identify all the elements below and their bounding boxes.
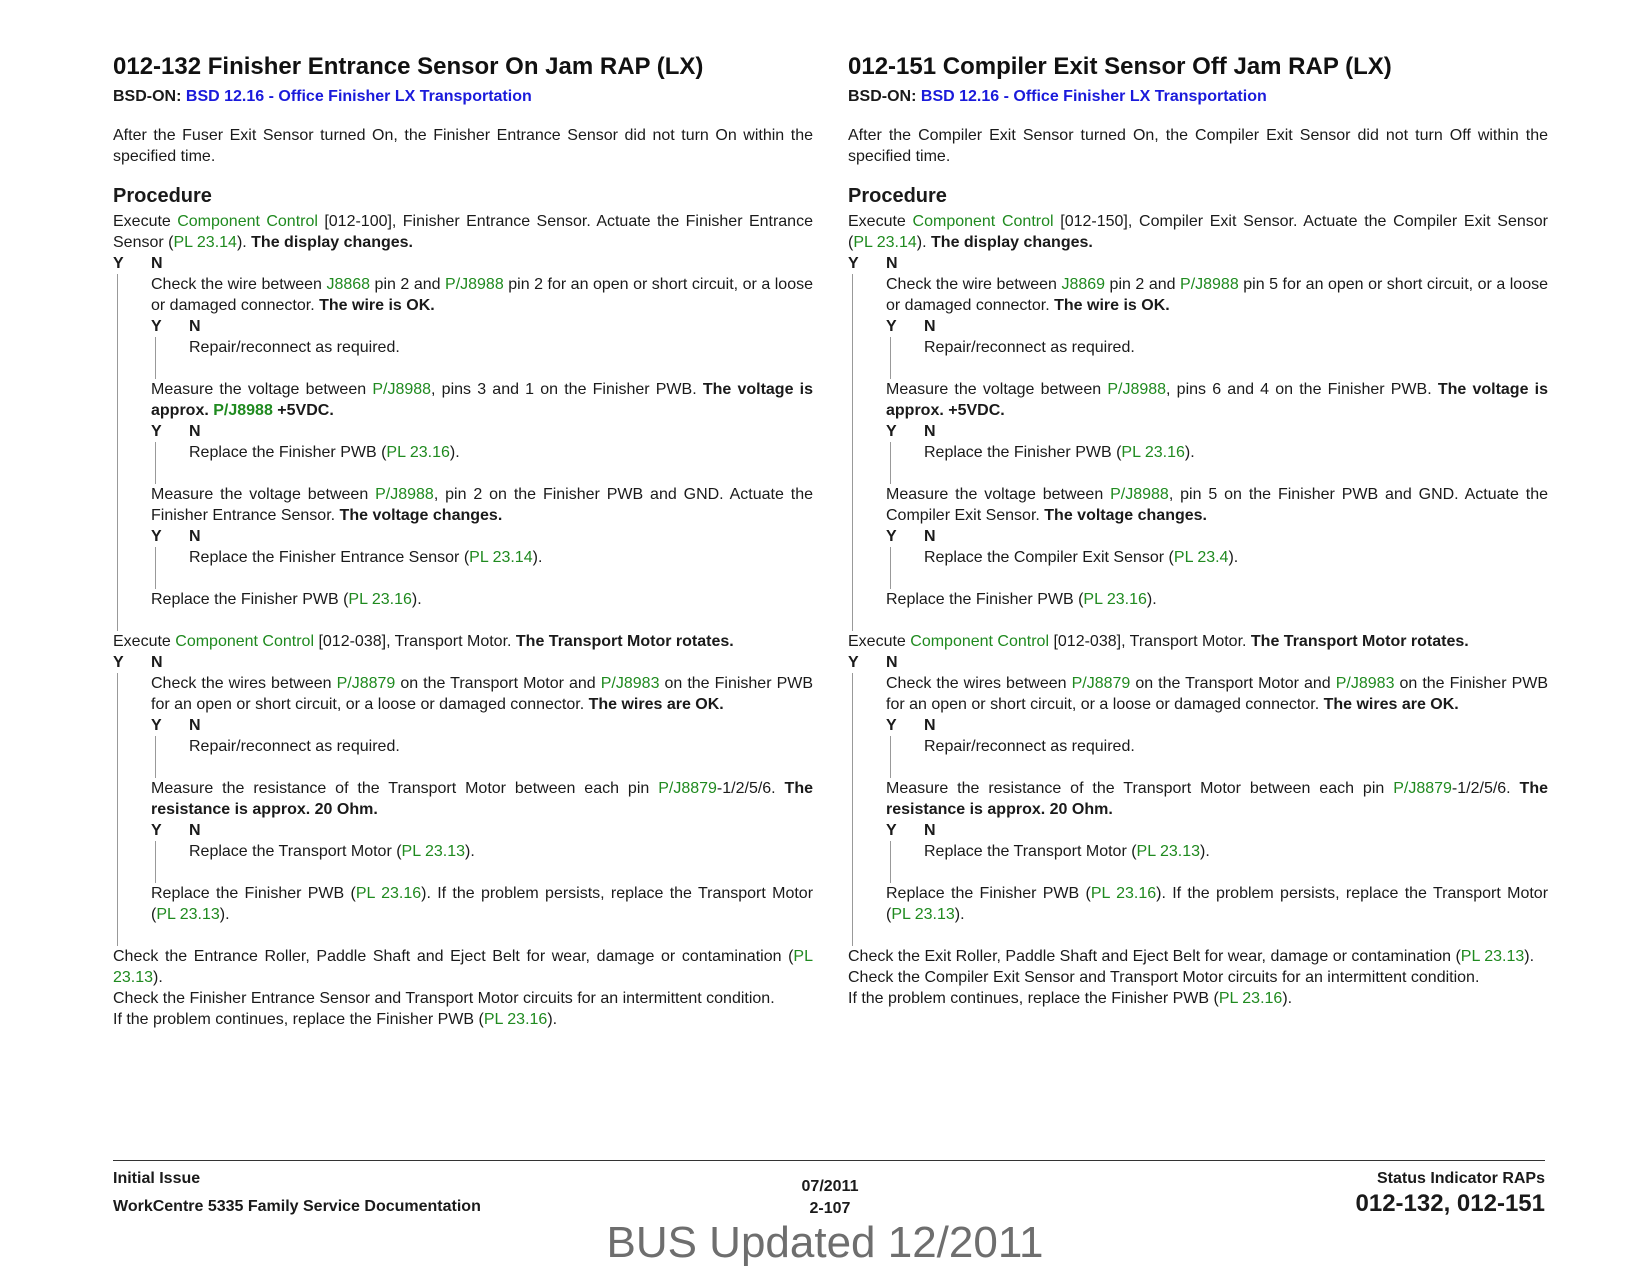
page-title: 012-132 Finisher Entrance Sensor On Jam RAP (LX) bbox=[113, 53, 704, 80]
no-branch bbox=[151, 736, 813, 778]
voltage-check: Measure the voltage between P/J8988, pin 2 on the Finisher PWB and GND. Actuate the Finisher Entrance Sensor. The voltage changes. bbox=[151, 486, 813, 524]
replace-text: Replace the Finisher PWB (PL 23.16). bbox=[886, 591, 1157, 608]
yes-no-marker: Y N bbox=[113, 654, 163, 671]
component-control-link[interactable]: Component Control bbox=[177, 213, 318, 230]
connector-link[interactable]: P/J8988 bbox=[372, 381, 432, 398]
no-branch bbox=[151, 337, 813, 379]
footer-section: Status Indicator RAPs bbox=[1376, 1170, 1545, 1187]
final-check: Check the Finisher Entrance Sensor and Transport Motor circuits for an intermittent condition. bbox=[113, 990, 775, 1007]
right-column bbox=[848, 52, 1548, 1009]
pl-link[interactable]: PL 23.4 bbox=[1173, 549, 1229, 566]
component-control-link[interactable]: Component Control bbox=[175, 633, 315, 650]
step-component-control: Execute Component Control [012-038], Transport Motor. The Transport Motor rotates. bbox=[113, 633, 734, 650]
component-control-link[interactable]: Component Control bbox=[910, 633, 1050, 650]
no-branch bbox=[886, 841, 1548, 883]
connector-link[interactable]: P/J8988 bbox=[1180, 276, 1239, 293]
connector-link[interactable]: P/J8988 bbox=[1110, 486, 1169, 503]
yes-no-marker: Y N bbox=[113, 255, 163, 272]
replace-text: Replace the Transport Motor (PL 23.13). bbox=[189, 843, 475, 860]
final-check: If the problem continues, replace the Finisher PWB (PL 23.16). bbox=[113, 1011, 558, 1028]
repair-text: Repair/reconnect as required. bbox=[924, 339, 1135, 356]
footer-issue: Initial Issue bbox=[113, 1170, 201, 1187]
replace-text: Replace the Finisher PWB (PL 23.16). If the problem persists, replace the Transport Motor (PL 23.13). bbox=[151, 885, 814, 923]
replace-text: Replace the Finisher Entrance Sensor (PL 23.14). bbox=[189, 549, 543, 566]
yes-no-marker: Y N bbox=[886, 822, 936, 839]
replace-text: Replace the Finisher PWB (PL 23.16). bbox=[151, 591, 422, 608]
component-control-link[interactable]: Component Control bbox=[912, 213, 1054, 230]
page-title: 012-151 Compiler Exit Sensor Off Jam RAP (LX) bbox=[848, 53, 1392, 80]
final-check: Check the Exit Roller, Paddle Shaft and Eject Belt for wear, damage or contamination (PL 23.13). bbox=[848, 948, 1535, 965]
connector-link[interactable]: J8868 bbox=[326, 276, 371, 293]
pl-link[interactable]: PL 23.14 bbox=[853, 234, 917, 251]
voltage-check: Measure the voltage between P/J8988, pin 5 on the Finisher PWB and GND. Actuate the Compiler Exit Sensor. The voltage changes. bbox=[886, 486, 1548, 524]
repair-text: Repair/reconnect as required. bbox=[189, 339, 400, 356]
no-branch bbox=[151, 841, 813, 883]
no-branch bbox=[848, 673, 1548, 946]
connector-link[interactable]: P/J8988 bbox=[445, 276, 504, 293]
connector-link[interactable]: P/J8879 bbox=[658, 780, 717, 797]
footer-doc-title: WorkCentre 5335 Family Service Documentation bbox=[113, 1198, 481, 1215]
update-stamp: BUS Updated 12/2011 bbox=[606, 1218, 1044, 1267]
yes-no-marker: Y N bbox=[151, 318, 201, 335]
resistance-check: Measure the resistance of the Transport Motor between each pin P/J8879-1/2/5/6. The resistance is approx. 20 Ohm. bbox=[151, 780, 813, 818]
pl-link[interactable]: PL 23.13 bbox=[891, 906, 955, 923]
no-branch bbox=[886, 547, 1548, 589]
yes-no-marker: Y N bbox=[848, 255, 898, 272]
yes-no-marker: Y N bbox=[886, 423, 936, 440]
pl-link[interactable]: PL 23.13 bbox=[1460, 948, 1525, 965]
pl-link[interactable]: PL 23.16 bbox=[1090, 885, 1157, 902]
yes-no-marker: Y N bbox=[848, 654, 898, 671]
repair-text: Repair/reconnect as required. bbox=[189, 738, 400, 755]
procedure-heading: Procedure bbox=[848, 185, 947, 207]
no-branch bbox=[113, 274, 813, 631]
yes-no-marker: Y N bbox=[886, 528, 936, 545]
pl-link[interactable]: PL 23.16 bbox=[355, 885, 422, 902]
yes-no-marker: Y N bbox=[886, 318, 936, 335]
connector-link[interactable]: P/J8988 bbox=[1107, 381, 1167, 398]
connector-link[interactable]: P/J8983 bbox=[600, 675, 660, 692]
pl-link[interactable]: PL 23.16 bbox=[1083, 591, 1147, 608]
footer-divider bbox=[113, 1160, 1545, 1161]
final-check: If the problem continues, replace the Finisher PWB (PL 23.16). bbox=[848, 990, 1293, 1007]
bsd-reference: BSD-ON: BSD 12.16 - Office Finisher LX Transportation bbox=[848, 88, 1267, 105]
connector-link[interactable]: P/J8988 bbox=[213, 402, 273, 419]
pl-link[interactable]: PL 23.16 bbox=[386, 444, 450, 461]
voltage-check: Measure the voltage between P/J8988, pins 6 and 4 on the Finisher PWB. The voltage is approx. +5VDC. bbox=[886, 381, 1549, 419]
no-branch bbox=[151, 442, 813, 484]
footer-date: 07/2011 bbox=[801, 1178, 859, 1195]
connector-link[interactable]: P/J8879 bbox=[1393, 780, 1452, 797]
yes-no-marker: Y N bbox=[151, 528, 201, 545]
procedure-heading: Procedure bbox=[113, 185, 212, 207]
step-component-control: Execute Component Control [012-150], Compiler Exit Sensor. Actuate the Compiler Exit Sensor (PL 23.14). The display changes. bbox=[848, 213, 1548, 251]
final-check: Check the Compiler Exit Sensor and Transport Motor circuits for an intermittent condition. bbox=[848, 969, 1480, 986]
wire-check: Check the wire between J8868 pin 2 and P/J8988 pin 2 for an open or short circuit, or a loose or damaged connector. The wire is OK. bbox=[151, 276, 814, 314]
wire-check: Check the wire between J8869 pin 2 and P/J8988 pin 5 for an open or short circuit, or a loose or damaged connector. The wire is OK. bbox=[886, 276, 1549, 314]
yes-no-marker: Y N bbox=[151, 717, 201, 734]
repair-text: Repair/reconnect as required. bbox=[924, 738, 1135, 755]
step-component-control: Execute Component Control [012-038], Transport Motor. The Transport Motor rotates. bbox=[848, 633, 1469, 650]
no-branch bbox=[886, 337, 1548, 379]
intro-text: After the Fuser Exit Sensor turned On, the Finisher Entrance Sensor did not turn On within the specified time. bbox=[113, 127, 813, 165]
pl-link[interactable]: PL 23.16 bbox=[348, 591, 412, 608]
no-branch bbox=[848, 274, 1548, 631]
no-branch bbox=[886, 736, 1548, 778]
pl-link[interactable]: PL 23.13 bbox=[401, 843, 466, 860]
bsd-reference: BSD-ON: BSD 12.16 - Office Finisher LX Transportation bbox=[113, 88, 532, 105]
connector-link[interactable]: P/J8988 bbox=[375, 486, 434, 503]
bsd-link[interactable]: BSD 12.16 - Office Finisher LX Transportation bbox=[185, 88, 532, 105]
pl-link[interactable]: PL 23.16 bbox=[1121, 444, 1185, 461]
connector-link[interactable]: P/J8983 bbox=[1335, 675, 1395, 692]
left-column bbox=[113, 52, 813, 1030]
yes-no-marker: Y N bbox=[151, 423, 201, 440]
final-check: Check the Entrance Roller, Paddle Shaft and Eject Belt for wear, damage or contamination (PL 23.13). bbox=[113, 948, 813, 986]
pl-link[interactable]: PL 23.14 bbox=[173, 234, 237, 251]
footer-page-number: 2-107 bbox=[809, 1200, 851, 1217]
replace-text: Replace the Compiler Exit Sensor (PL 23.4). bbox=[924, 549, 1239, 566]
no-branch bbox=[886, 442, 1548, 484]
voltage-check: Measure the voltage between P/J8988, pins 3 and 1 on the Finisher PWB. The voltage is approx. P/J8988 +5VDC. bbox=[151, 381, 814, 419]
wires-check: Check the wires between P/J8879 on the Transport Motor and P/J8983 on the Finisher PWB for an open or short circuit, or a loose or damaged connector. The wires are OK. bbox=[886, 675, 1549, 713]
no-branch bbox=[151, 547, 813, 589]
yes-no-marker: Y N bbox=[151, 822, 201, 839]
resistance-check: Measure the resistance of the Transport Motor between each pin P/J8879-1/2/5/6. The resistance is approx. 20 Ohm. bbox=[886, 780, 1548, 818]
connector-link[interactable]: J8869 bbox=[1061, 276, 1106, 293]
yes-no-marker: Y N bbox=[886, 717, 936, 734]
pl-link[interactable]: PL 23.13 bbox=[113, 948, 813, 986]
pl-link[interactable]: PL 23.16 bbox=[1218, 990, 1283, 1007]
intro-text: After the Compiler Exit Sensor turned On, the Compiler Exit Sensor did not turn Off within the specified time. bbox=[848, 127, 1548, 165]
replace-text: Replace the Finisher PWB (PL 23.16). If the problem persists, replace the Transport Motor (PL 23.13). bbox=[886, 885, 1549, 923]
connector-link[interactable]: P/J8879 bbox=[1071, 675, 1131, 692]
pl-link[interactable]: PL 23.13 bbox=[1136, 843, 1201, 860]
replace-text: Replace the Transport Motor (PL 23.13). bbox=[924, 843, 1210, 860]
pl-link[interactable]: PL 23.13 bbox=[156, 906, 220, 923]
no-branch bbox=[113, 673, 813, 946]
step-component-control: Execute Component Control [012-100], Finisher Entrance Sensor. Actuate the Finisher Entrance Sensor (PL 23.14). The display changes. bbox=[113, 213, 813, 251]
pl-link[interactable]: PL 23.16 bbox=[483, 1011, 548, 1028]
wires-check: Check the wires between P/J8879 on the Transport Motor and P/J8983 on the Finisher PWB for an open or short circuit, or a loose or damaged connector. The wires are OK. bbox=[151, 675, 814, 713]
footer-rap-codes: 012-132, 012-151 bbox=[1355, 1190, 1545, 1217]
replace-text: Replace the Finisher PWB (PL 23.16). bbox=[924, 444, 1195, 461]
connector-link[interactable]: P/J8879 bbox=[336, 675, 396, 692]
replace-text: Replace the Finisher PWB (PL 23.16). bbox=[189, 444, 460, 461]
pl-link[interactable]: PL 23.14 bbox=[469, 549, 533, 566]
bsd-link[interactable]: BSD 12.16 - Office Finisher LX Transportation bbox=[920, 88, 1267, 105]
